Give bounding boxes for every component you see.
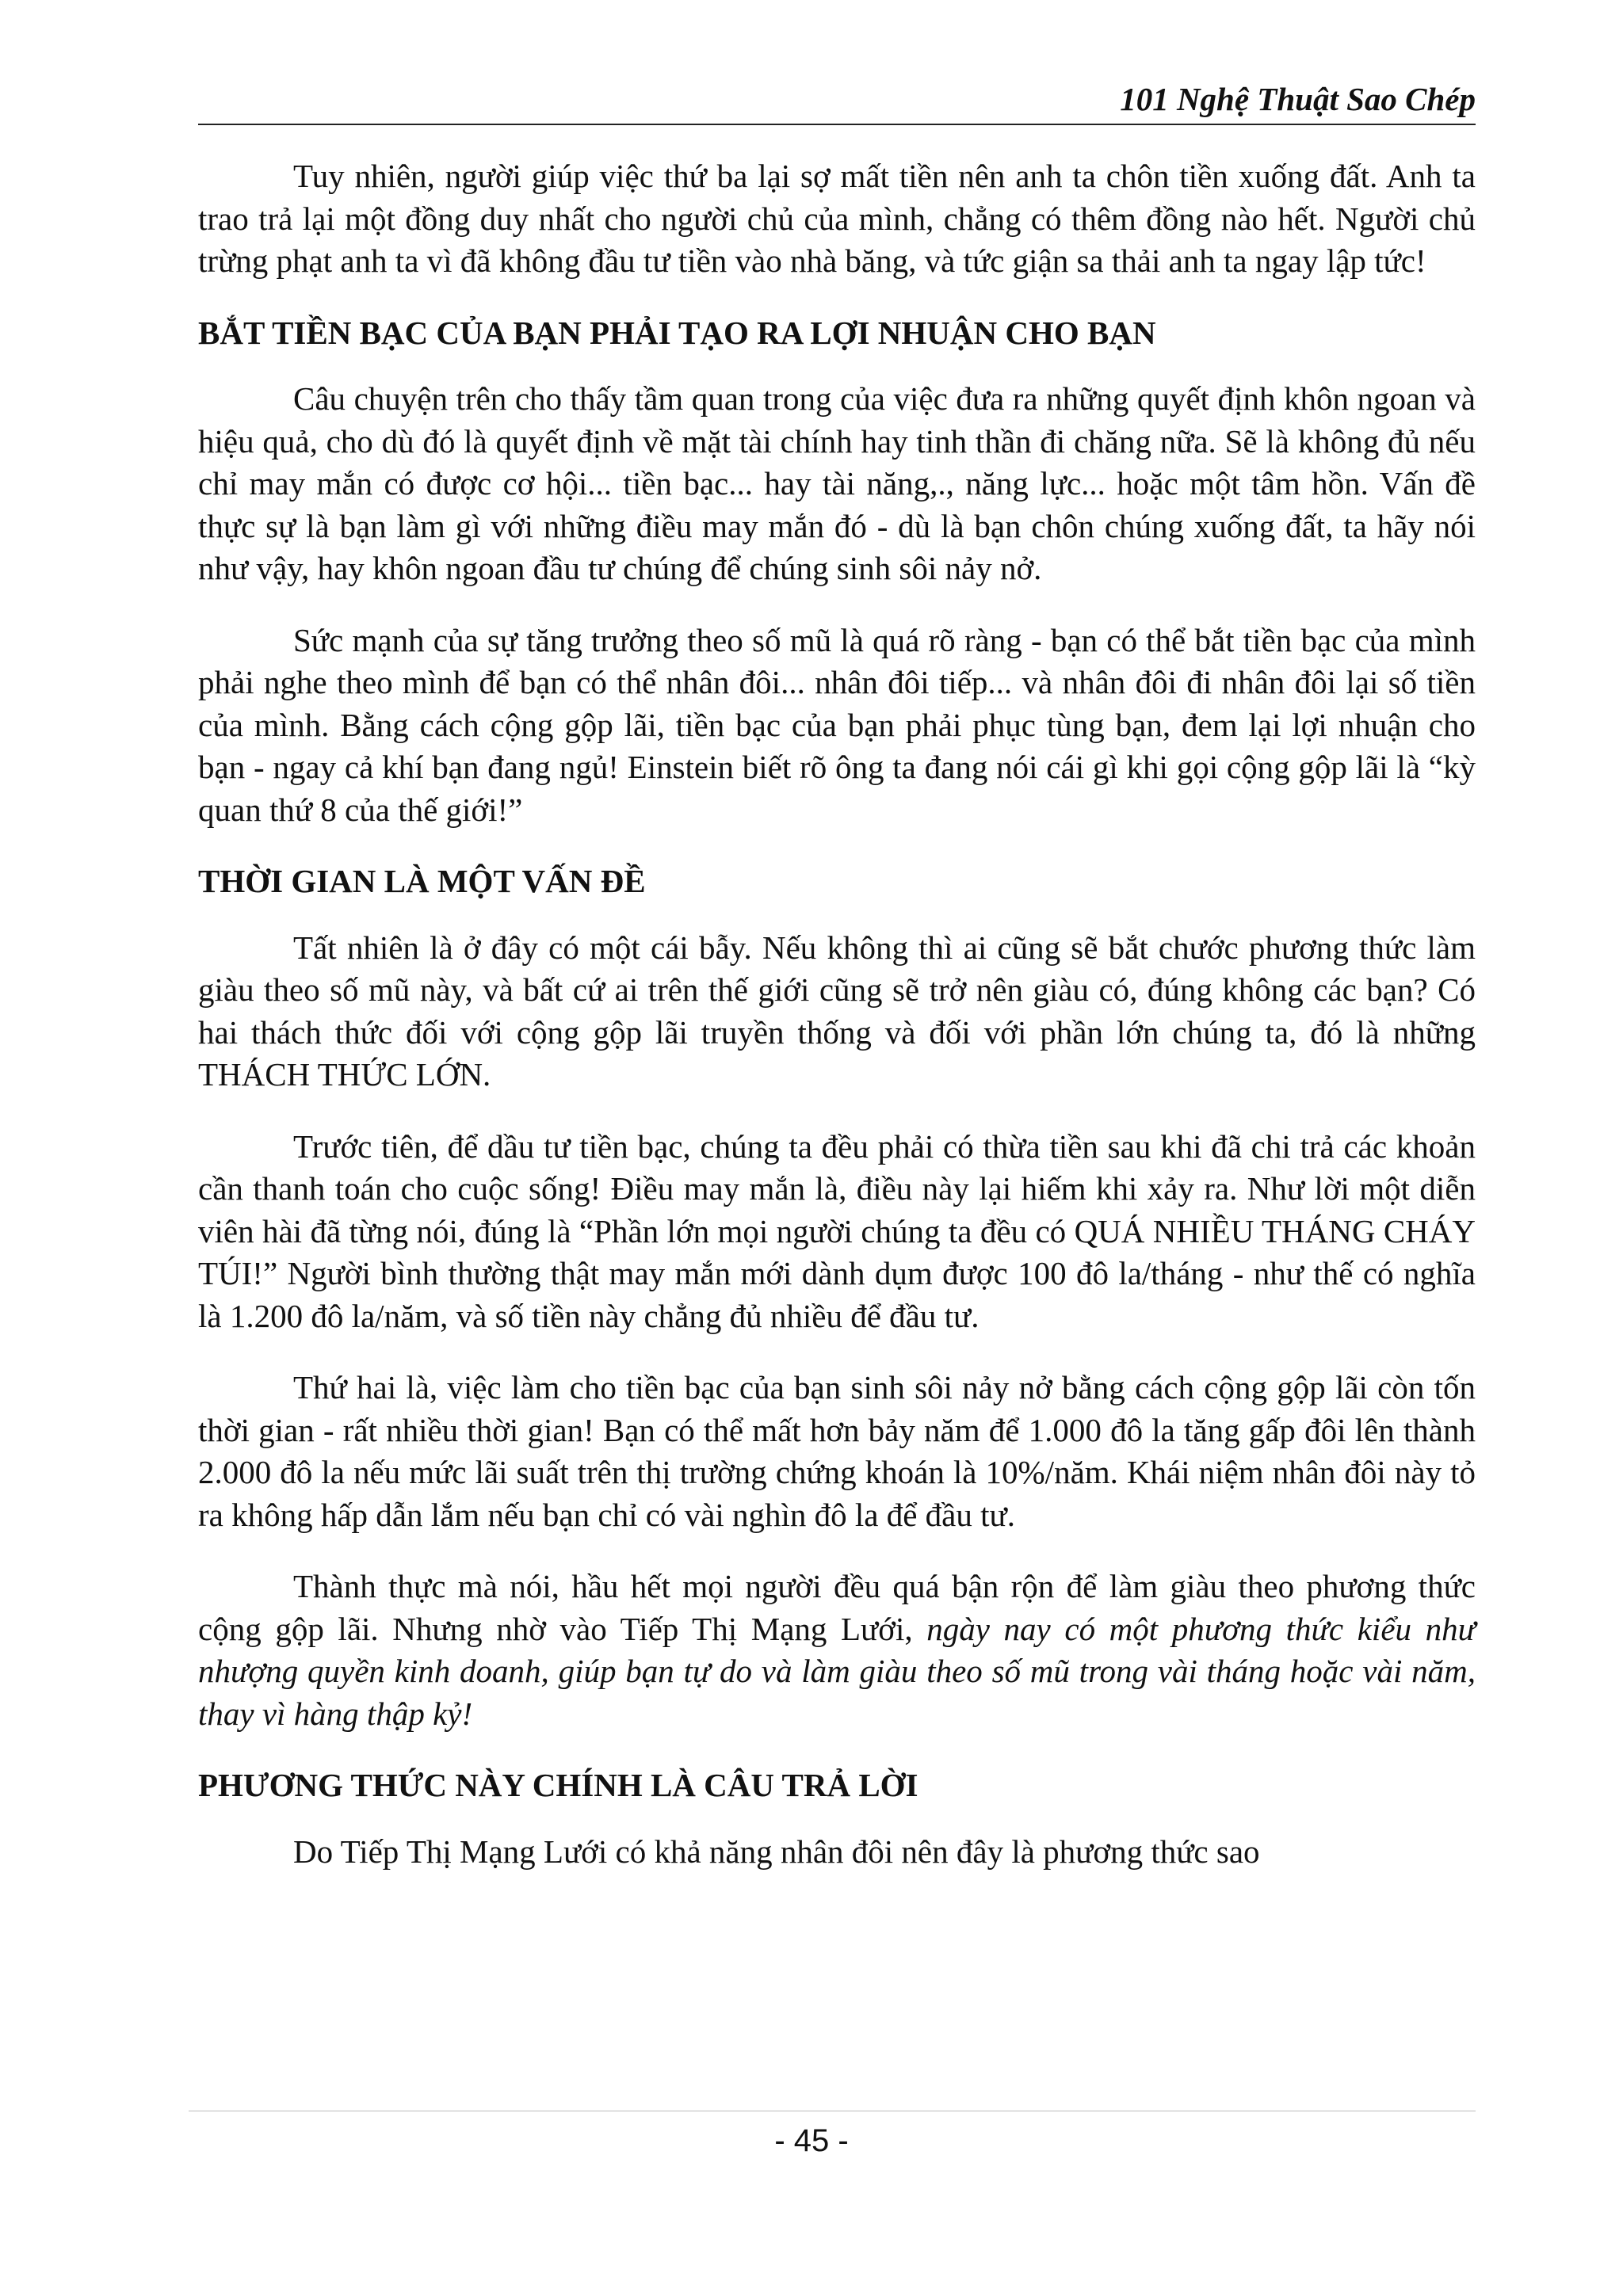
section-heading-2: THỜI GIAN LÀ MỘT VẤN ĐỀ: [198, 863, 646, 899]
header-divider: [198, 124, 1476, 125]
paragraph-5: Trước tiên, để dầu tư tiền bạc, chúng ta đều phải có thừa tiền sau khi đã chi trả các khoản cần thanh toán cho cuộc sống! Điều may mắn là, điều này lại hiếm khi xảy ra. Như lời một diễn viên hài đã từng nói, đúng là “Phần lớn mọi người chúng ta đều có QUÁ NHIỀU THÁNG CHÁY TÚI!” Người bình thường thật may mắn mới dành dụm được 100 đô la/tháng - như thế có nghĩa là 1.200 đô la/năm, và số tiền này chẳng đủ nhiều để đầu tư.: [198, 1127, 1476, 1334]
paragraph-3: Sức mạnh của sự tăng trưởng theo số mũ là quá rõ ràng - bạn có thể bắt tiền bạc của mình phải nghe theo mình để bạn có thể nhân đôi... nhân đôi tiếp... và nhân đôi đi nhân đôi lại số tiền của mình. Bằng cách cộng gộp lãi, tiền bạc của bạn phải phục tùng bạn, đem lại lợi nhuận cho bạn - ngay cả khí bạn đang ngủ! Einstein biết rõ ông ta đang nói cái gì khi gọi cộng gộp lãi là “kỳ quan thứ 8 của thế giới!”: [198, 621, 1476, 828]
paragraph-7: [198, 1566, 1476, 1735]
paragraph-8: Do Tiếp Thị Mạng Lưới có khả năng nhân đôi nên đây là phương thức sao: [293, 1833, 1260, 1870]
paragraph-7-italic-text: ngày nay có một phương thức kiểu như nhượng quyền kinh doanh, giúp bạn tự do và làm giàu theo số mũ trong vài tháng hoặc vài năm, thay vì hàng thập kỷ!: [198, 1610, 1476, 1732]
paragraph-1: Tuy nhiên, người giúp việc thứ ba lại sợ mất tiền nên anh ta chôn tiền xuống đất. Anh ta trao trả lại một đồng duy nhất cho người chủ của mình, chẳng có thêm đồng nào hết. Người chủ trừng phạt anh ta vì đã không đầu tư tiền vào nhà băng, và tức giận sa thải anh ta ngay lập tức!: [198, 158, 1476, 279]
paragraph-4: Tất nhiên là ở đây có một cái bẫy. Nếu không thì ai cũng sẽ bắt chước phương thức làm giàu theo số mũ này, và bất cứ ai trên thế giới cũng sẽ trở nên giàu có, đúng không các bạn? Có hai thách thức đối với cộng gộp lãi truyền thống và đối với phần lớn chúng ta, đó là những THÁCH THỨC LỚN.: [198, 929, 1476, 1093]
running-header-title: 101 Nghệ Thuật Sao Chép: [1120, 81, 1476, 117]
page-content: [198, 155, 1476, 1900]
section-heading-3: PHƯƠNG THỨC NÀY CHÍNH LÀ CÂU TRẢ LỜI: [198, 1767, 918, 1803]
paragraph-6: Thứ hai là, việc làm cho tiền bạc của bạn sinh sôi nảy nở bằng cách cộng gộp lãi còn tốn thời gian - rất nhiều thời gian! Bạn có thể mất hơn bảy năm để 1.000 đô la tăng gấp đôi lên thành 2.000 đô la nếu mức lãi suất trên thị trường chứng khoán là 10%/năm. Khái niệm nhân đôi này tỏ ra không hấp dẫn lắm nếu bạn chỉ có vài nghìn đô la để đầu tư.: [198, 1369, 1476, 1533]
page-number: - 45 -: [774, 2123, 849, 2158]
section-heading-1: BẮT TIỀN BẠC CỦA BẠN PHẢI TẠO RA LỢI NHUẬN CHO BẠN: [198, 314, 1156, 351]
paragraph-7-text: Thành thực mà nói, hầu hết mọi người đều quá bận rộn để làm giàu theo phương thức cộng gộp lãi. Nhưng nhờ vào Tiếp Thị Mạng Lưới,: [198, 1568, 1476, 1647]
paragraph-2: Câu chuyện trên cho thấy tầm quan trong của việc đưa ra những quyết định khôn ngoan và hiệu quả, cho dù đó là quyết định về mặt tài chính hay tinh thần đi chăng nữa. Sẽ là không đủ nếu chỉ may mắn có được cơ hội... tiền bạc... hay tài năng,., năng lực... hoặc một tâm hồn. Vấn đề thực sự là bạn làm gì với những điều may mắn đó - dù là bạn chôn chúng xuống đất, ta hãy nói như vậy, hay khôn ngoan đầu tư chúng để chúng sinh sôi nảy nở.: [198, 380, 1476, 586]
